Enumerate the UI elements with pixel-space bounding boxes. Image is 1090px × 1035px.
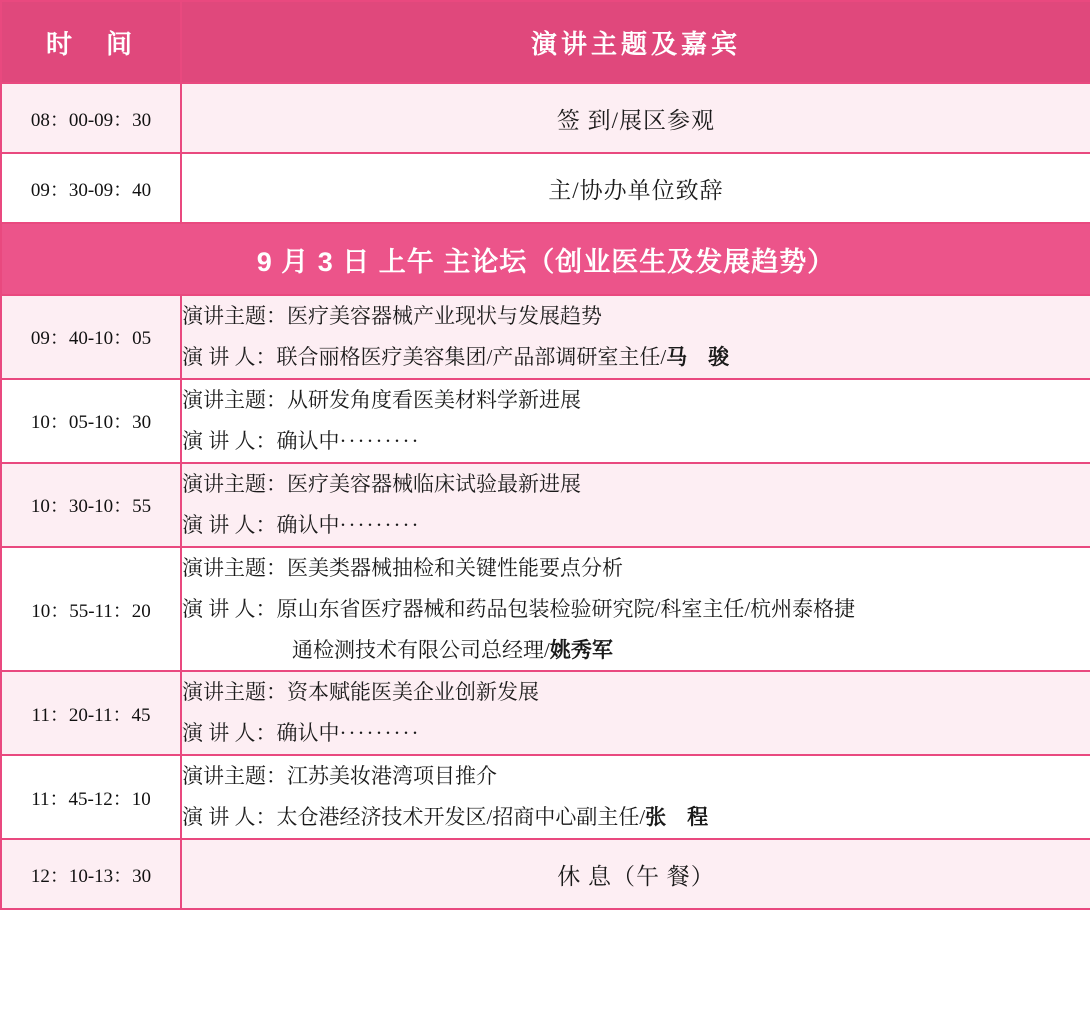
speaker-org-line2: 通检测技术有限公司总经理/ bbox=[292, 637, 550, 662]
section-banner-label: 9 月 3 日 上午 主论坛（创业医生及发展趋势） bbox=[1, 223, 1090, 295]
topic-label: 演讲主题： bbox=[182, 387, 287, 412]
session-topic-line bbox=[182, 756, 1090, 797]
row-time: 10：05-10：30 bbox=[1, 379, 181, 463]
session-topic-line bbox=[182, 380, 1090, 421]
session-speaker-line bbox=[182, 713, 1090, 754]
session-speaker-line bbox=[182, 505, 1090, 546]
row-time: 08：00-09：30 bbox=[1, 83, 181, 153]
table-row bbox=[1, 83, 1090, 153]
row-time: 12：10-13：30 bbox=[1, 839, 181, 909]
topic-label: 演讲主题： bbox=[182, 680, 287, 705]
table-row bbox=[1, 755, 1090, 839]
column-header-time: 时 间 bbox=[1, 1, 181, 83]
speaker-dots: ········· bbox=[339, 428, 421, 453]
speaker-name: 张 程 bbox=[645, 805, 709, 830]
table-row bbox=[1, 295, 1090, 379]
speaker-org: 原山东省医疗器械和药品包装检验研究院/科室主任/杭州泰格捷 bbox=[276, 596, 856, 621]
speaker-label: 演 讲 人： bbox=[182, 721, 277, 746]
topic-text: 从研发角度看医美材料学新进展 bbox=[287, 387, 581, 412]
row-text: 签 到/展区参观 bbox=[181, 83, 1090, 153]
table-row bbox=[1, 463, 1090, 547]
table-row bbox=[1, 547, 1090, 672]
session-detail bbox=[181, 755, 1090, 839]
speaker-dots: ········· bbox=[339, 512, 421, 537]
table-header-row bbox=[1, 1, 1090, 83]
row-text: 主/协办单位致辞 bbox=[181, 153, 1090, 223]
topic-label: 演讲主题： bbox=[182, 764, 287, 789]
session-detail bbox=[181, 463, 1090, 547]
table-row bbox=[1, 671, 1090, 755]
session-speaker-line bbox=[182, 421, 1090, 462]
speaker-org: 确认中 bbox=[276, 428, 340, 453]
session-detail bbox=[181, 547, 1090, 672]
row-time: 10：30-10：55 bbox=[1, 463, 181, 547]
topic-text: 江苏美妆港湾项目推介 bbox=[287, 764, 497, 789]
row-time: 09：40-10：05 bbox=[1, 295, 181, 379]
speaker-label: 演 讲 人： bbox=[182, 428, 277, 453]
speaker-org: 太仓港经济技术开发区/招商中心副主任/ bbox=[276, 805, 646, 830]
table-row bbox=[1, 379, 1090, 463]
session-speaker-line bbox=[182, 797, 1090, 838]
speaker-org: 确认中 bbox=[276, 512, 340, 537]
topic-text: 资本赋能医美企业创新发展 bbox=[287, 680, 539, 705]
topic-label: 演讲主题： bbox=[182, 555, 287, 580]
speaker-name: 姚秀军 bbox=[549, 637, 613, 662]
speaker-label: 演 讲 人： bbox=[182, 344, 277, 369]
topic-text: 医疗美容器械临床试验最新进展 bbox=[287, 471, 581, 496]
speaker-label: 演 讲 人： bbox=[182, 805, 277, 830]
topic-text: 医美类器械抽检和关键性能要点分析 bbox=[287, 555, 623, 580]
column-header-topic: 演讲主题及嘉宾 bbox=[181, 1, 1090, 83]
speaker-org: 确认中 bbox=[276, 721, 340, 746]
session-speaker-line-continued bbox=[182, 630, 1090, 671]
speaker-org: 联合丽格医疗美容集团/产品部调研室主任/ bbox=[276, 344, 667, 369]
speaker-label: 演 讲 人： bbox=[182, 596, 277, 621]
session-detail bbox=[181, 295, 1090, 379]
session-detail bbox=[181, 671, 1090, 755]
row-time: 11：45-12：10 bbox=[1, 755, 181, 839]
speaker-dots: ········· bbox=[339, 721, 421, 746]
session-speaker-line bbox=[182, 337, 1090, 378]
session-speaker-line bbox=[182, 589, 1090, 630]
session-topic-line bbox=[182, 672, 1090, 713]
topic-text: 医疗美容器械产业现状与发展趋势 bbox=[287, 304, 602, 328]
row-time: 11：20-11：45 bbox=[1, 671, 181, 755]
topic-label: 演讲主题： bbox=[182, 304, 287, 328]
topic-label: 演讲主题： bbox=[182, 471, 287, 496]
speaker-label: 演 讲 人： bbox=[182, 512, 277, 537]
table-row bbox=[1, 153, 1090, 223]
row-time: 09：30-09：40 bbox=[1, 153, 181, 223]
session-detail bbox=[181, 379, 1090, 463]
row-text: 休 息（午 餐） bbox=[181, 839, 1090, 909]
session-topic-line bbox=[182, 464, 1090, 505]
table-row bbox=[1, 839, 1090, 909]
session-topic-line bbox=[182, 296, 1090, 337]
section-banner-row bbox=[1, 223, 1090, 295]
row-time: 10：55-11：20 bbox=[1, 547, 181, 672]
session-topic-line bbox=[182, 548, 1090, 589]
speaker-name: 马 骏 bbox=[666, 344, 730, 369]
